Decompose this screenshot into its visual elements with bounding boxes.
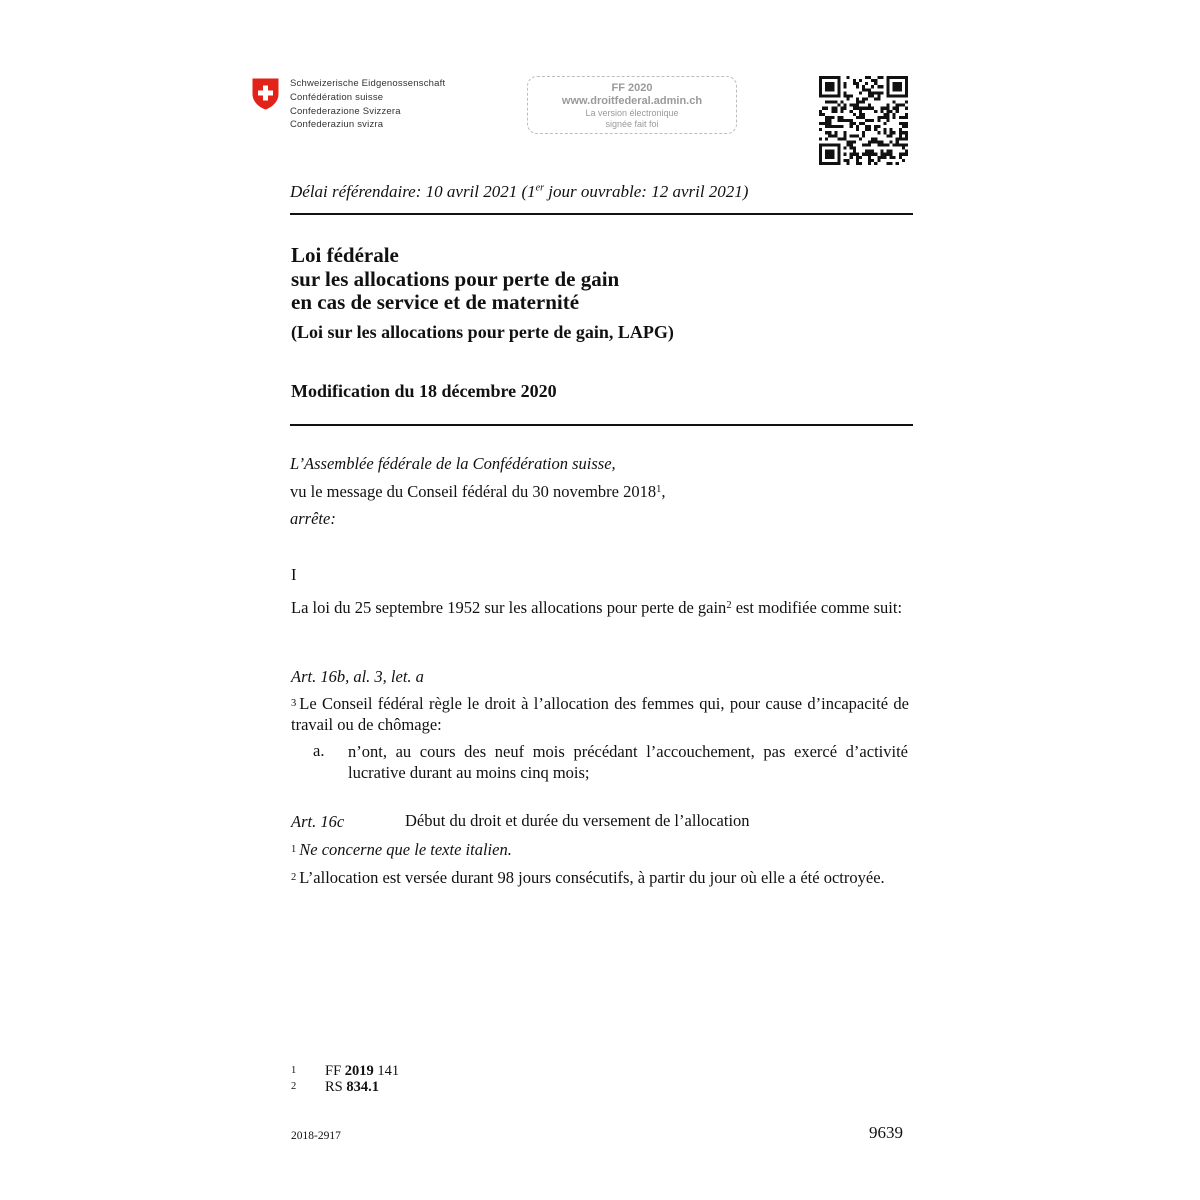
paragraph-text: Ne concerne que le texte italien. <box>299 840 512 859</box>
qr-code-icon <box>819 76 908 165</box>
confederation-line-it: Confederazione Svizzera <box>290 105 401 117</box>
electronic-version-stamp <box>527 76 737 134</box>
footnote <box>291 1063 399 1079</box>
law-title-line: Loi fédérale <box>291 243 399 267</box>
divider-top <box>290 213 913 215</box>
footnote-volume: 2019 <box>344 1063 374 1079</box>
law-title-line: en cas de service et de maternité <box>291 290 580 314</box>
paragraph-number: 3 <box>291 698 297 709</box>
footnote-page: 141 <box>373 1063 400 1079</box>
footnote-number: 1 <box>291 1065 297 1076</box>
law-short-title: (Loi sur les allocations pour perte de gain, LAPG) <box>291 322 674 342</box>
paragraph-number: 2 <box>291 872 297 883</box>
page-number: 9639 <box>869 1123 903 1142</box>
referendum-ordinal: er <box>535 182 545 194</box>
preamble-message-punct: , <box>661 482 666 501</box>
referendum-text: Délai référendaire: 10 avril 2021 (1 <box>290 182 536 201</box>
section-number: I <box>291 565 297 584</box>
preamble-assembly: L’Assemblée fédérale de la Confédération suisse, <box>290 454 616 473</box>
article-16c-paragraph-2 <box>291 867 909 888</box>
amendment-intro-text: La loi du 25 septembre 1952 sur les allocations pour perte de gain <box>291 598 727 617</box>
preamble-message-text: vu le message du Conseil fédéral du 30 novembre 2018 <box>290 482 657 501</box>
stamp-publication: FF 2020 <box>611 82 653 94</box>
footnote-text <box>325 1079 379 1095</box>
amendment-intro-text-end: est modifiée comme suit: <box>731 598 903 617</box>
article-16c-paragraph-1 <box>291 839 512 860</box>
footnotes <box>291 1063 399 1095</box>
referendum-text-end: jour ouvrable: 12 avril 2021) <box>544 182 749 201</box>
confederation-line-de: Schweizerische Eidgenossenschaft <box>290 78 446 89</box>
footnote-prefix: RS <box>325 1079 347 1095</box>
footnote-ref: 2 <box>726 600 732 611</box>
footnote-volume: 834.1 <box>346 1079 379 1095</box>
item-text: n’ont, au cours des neuf mois précédant l’accouchement, pas exercé d’activité lucrative durant au moins cinq mois; <box>348 742 908 782</box>
article-16b-heading: Art. 16b, al. 3, let. a <box>291 667 424 686</box>
document-reference: 2018-2917 <box>291 1130 341 1142</box>
confederation-line-fr: Confédération suisse <box>290 91 384 103</box>
footnote <box>291 1079 399 1095</box>
article-16b-paragraph <box>291 693 909 735</box>
article-16c-title: Début du droit et durée du versement de l’allocation <box>405 811 750 830</box>
stamp-website: www.droitfederal.admin.ch <box>561 95 703 107</box>
paragraph-text: Le Conseil fédéral règle le droit à l’allocation des femmes qui, pour cause d’incapacité de travail ou de chômage: <box>291 694 909 734</box>
preamble-decree: arrête: <box>290 509 336 528</box>
stamp-note-line2: signée fait foi <box>605 119 659 129</box>
divider-bottom <box>290 424 913 426</box>
paragraph-text: L’allocation est versée durant 98 jours consécutifs, à partir du jour où elle a été octroyée. <box>299 868 885 887</box>
paragraph-number: 1 <box>291 844 297 855</box>
footnote-ref: 1 <box>656 484 662 495</box>
referendum-deadline <box>290 182 748 202</box>
law-title-line: sur les allocations pour perte de gain <box>291 266 620 291</box>
footnote-prefix: FF <box>325 1063 345 1079</box>
swiss-crest-icon <box>252 78 279 110</box>
item-letter: a. <box>313 741 325 760</box>
confederation-name <box>290 77 445 132</box>
amendment-intro <box>291 597 909 618</box>
footnote-text <box>325 1063 399 1079</box>
stamp-note-line1: La version électronique <box>585 108 679 118</box>
confederation-line-rm: Confederaziun svizra <box>290 119 384 131</box>
modification-date: Modification du 18 décembre 2020 <box>291 381 557 401</box>
footnote-number: 2 <box>291 1081 297 1092</box>
preamble-message <box>290 481 666 502</box>
article-16c-heading: Art. 16c <box>291 812 345 831</box>
law-title <box>291 244 619 315</box>
